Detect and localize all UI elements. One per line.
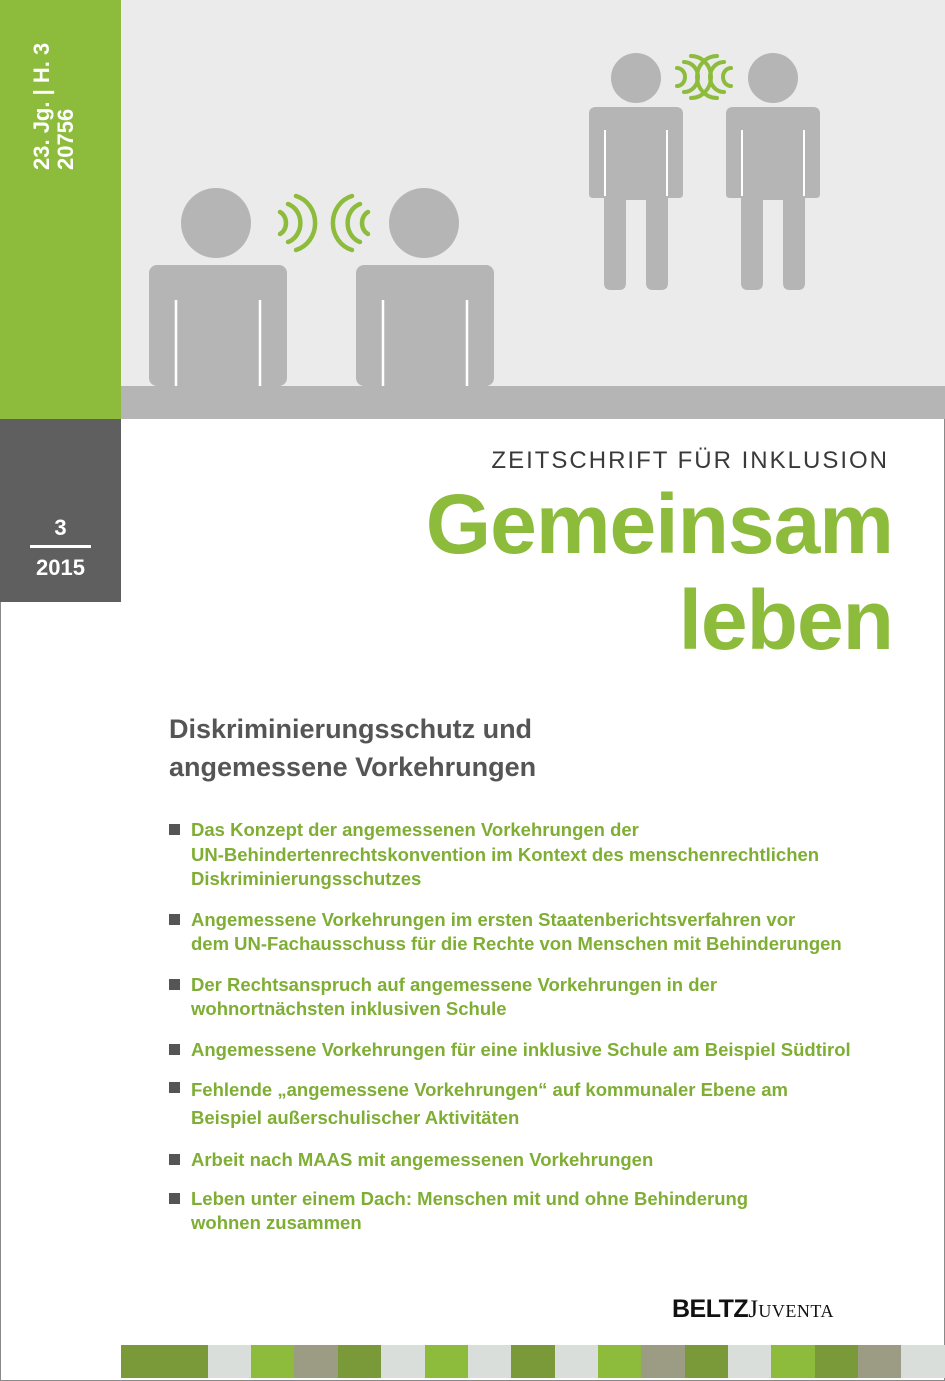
color-bar-segment [381,1345,424,1378]
issue-divider [30,545,91,548]
volume-line-1: 23. Jg. | H. 3 [29,42,54,170]
bullet-square-icon [169,1193,180,1204]
color-bar-segment [511,1345,554,1378]
article-line: wohnortnächsten inklusiven Schule [191,998,507,1019]
article-line: Der Rechtsanspruch auf angemessene Vorkehrungen in der [191,973,718,995]
article-item [169,818,909,892]
article-line: Angemessene Vorkehrungen für eine inklusive Schule am Beispiel Südtirol [191,1038,851,1060]
article-line: UN-Behindertenrechtskonvention im Kontext des menschenrechtlichen [191,843,820,865]
issue-theme [169,710,536,786]
article-line: Diskriminierungsschutzes [191,868,422,889]
cover-illustration [121,0,945,419]
article-line: Angemessene Vorkehrungen im ersten Staatenberichtsverfahren vor [191,908,796,930]
color-bar-segment [338,1345,381,1378]
bullet-square-icon [169,824,180,835]
color-bar-segment [468,1345,511,1378]
color-bar-segment [901,1345,944,1378]
decorative-color-bar [121,1345,945,1378]
table-bar [121,386,945,419]
bullet-square-icon [169,1044,180,1055]
article-item [169,973,909,1022]
color-bar-segment [815,1345,858,1378]
color-bar-segment [555,1345,598,1378]
theme-line-1: Diskriminierungsschutz und [169,714,533,744]
color-bar-segment [294,1345,337,1378]
publisher-juventa: Juventa [748,1296,834,1323]
color-bar-segment [251,1345,294,1378]
bullet-square-icon [169,979,180,990]
sound-waves-icon [280,196,368,250]
person-standing-icon [726,53,820,290]
article-line: wohnen zusammen [191,1212,362,1233]
publisher-beltz: BELTZ [672,1295,749,1323]
volume-info [30,43,78,170]
color-bar-segment [208,1345,251,1378]
article-item [169,1148,909,1173]
color-bar-segment [858,1345,901,1378]
color-bar-segment [425,1345,468,1378]
title-line-1: Gemeinsam [425,477,893,571]
color-bar-segment [771,1345,814,1378]
theme-line-2: angemessene Vorkehrungen [169,752,537,782]
article-list [169,818,909,1252]
article-line: dem UN-Fachausschuss für die Rechte von Menschen mit Behinderungen [191,933,842,954]
sound-waves-icon [677,56,731,98]
color-bar-segment [598,1345,641,1378]
article-item [169,908,909,957]
color-bar-segment [164,1345,207,1378]
journal-title [426,476,893,668]
title-line-2: leben [678,573,893,667]
article-line: Arbeit nach MAAS mit angemessenen Vorkehrungen [191,1149,654,1170]
color-bar-segment [121,1345,164,1378]
people-talking-illustration [121,0,945,419]
article-line: Fehlende „angemessene Vorkehrungen“ auf kommunaler Ebene am [191,1079,788,1100]
issue-number: 3 [54,515,67,540]
journal-subtitle: ZEITSCHRIFT FÜR INKLUSION [491,447,889,474]
article-line: Das Konzept der angemessenen Vorkehrungen der [191,819,639,840]
article-line: Leben unter einem Dach: Menschen mit und ohne Behinderung [191,1187,749,1209]
volume-line-2: 20756 [53,108,78,170]
article-line: Beispiel außerschulischer Aktivitäten [191,1107,520,1128]
publisher-logo [672,1294,834,1325]
bullet-square-icon [169,914,180,925]
bullet-square-icon [169,1154,180,1165]
person-standing-icon [589,53,683,290]
person-seated-icon [356,188,494,386]
color-bar-segment [728,1345,771,1378]
color-bar-segment [641,1345,684,1378]
volume-strip [0,0,121,419]
issue-year: 2015 [36,555,85,580]
article-item [169,1038,909,1063]
color-bar-segment [685,1345,728,1378]
issue-box [0,419,121,602]
bullet-square-icon [169,1082,180,1093]
article-item [169,1076,909,1132]
article-item [169,1187,909,1236]
person-seated-icon [149,188,287,386]
